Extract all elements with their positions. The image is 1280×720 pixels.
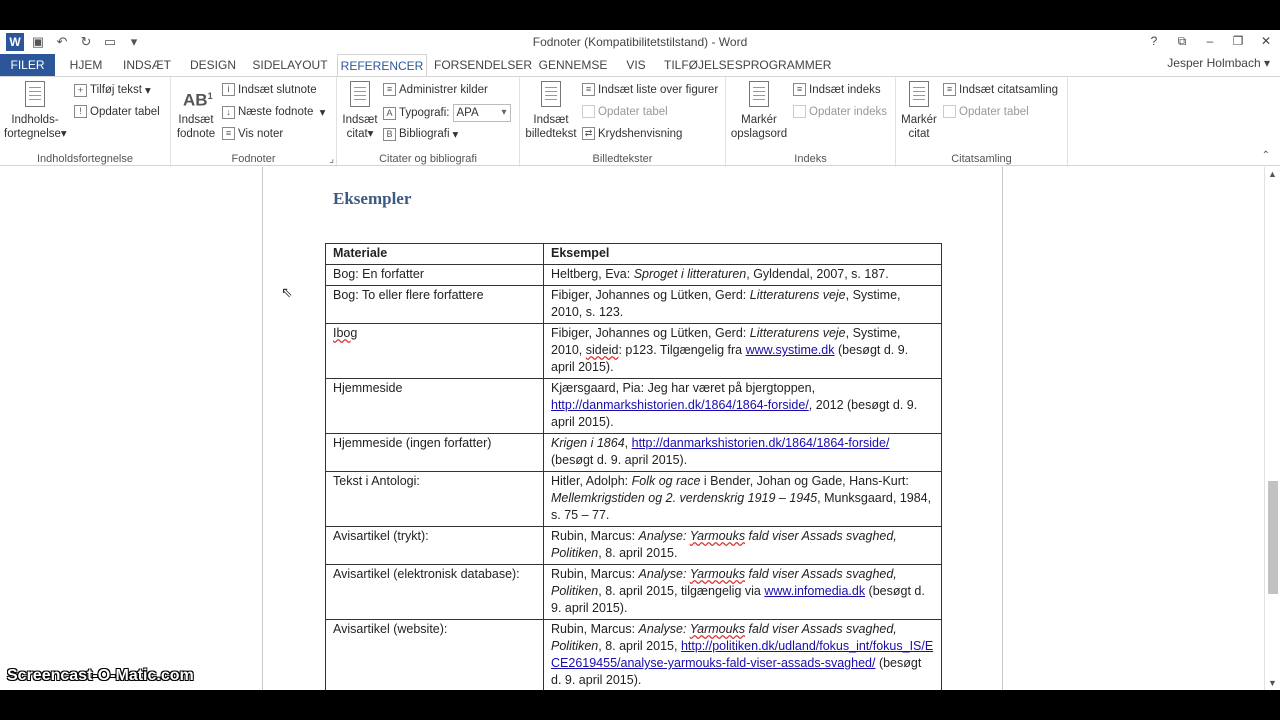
toc-button[interactable]	[4, 81, 66, 141]
tab-references[interactable]: REFERENCER	[337, 54, 427, 77]
example-cell: Fibiger, Johannes og Lütken, Gerd: Litteraturens veje, Systime, 2010, s. 123.	[544, 286, 942, 324]
insert-citation-label-2: citat	[346, 128, 368, 140]
dropdown-icon: ▾	[144, 85, 151, 97]
user-name: Jesper Holmbach	[1167, 56, 1261, 70]
toc-label-2: fortegnelse	[4, 128, 61, 140]
footnote-icon-text: AB	[183, 90, 208, 110]
insert-endnote-label: Indsæt slutnote	[238, 83, 317, 96]
restore-button[interactable]: ❐	[1232, 34, 1244, 48]
insert-index-icon: ≡	[793, 83, 806, 96]
mouse-pointer-icon: ⇖	[281, 284, 293, 300]
mark-entry-label-2: opslagsord	[730, 128, 788, 140]
example-cell: Rubin, Marcus: Analyse: Yarmouks fald viser Assads svaghed, Politiken, 8. april 2015.	[544, 527, 942, 565]
undo-icon[interactable]: ↶	[56, 34, 68, 49]
table-of-figures-icon: ≡	[582, 83, 595, 96]
update-figures-icon	[582, 105, 595, 118]
show-notes-icon: ≡	[222, 127, 235, 140]
mark-entry-button[interactable]	[728, 81, 790, 141]
user-account[interactable]: Jesper Holmbach ▾	[1167, 56, 1270, 70]
vertical-scrollbar[interactable]	[1264, 167, 1280, 690]
style-icon: A	[383, 107, 396, 120]
material-cell: Hjemmeside	[326, 379, 544, 434]
save-icon[interactable]: ▣	[31, 34, 45, 49]
group-toc	[0, 77, 171, 167]
group-label-footnotes: Fodnoter	[231, 153, 276, 165]
cross-reference-icon: ⇄	[582, 127, 595, 140]
show-notes-button[interactable]	[222, 127, 283, 140]
table-row	[326, 379, 942, 434]
table-row	[326, 286, 942, 324]
header-example: Eksempel	[544, 244, 942, 265]
insert-authorities-button[interactable]	[943, 83, 1058, 96]
manage-sources-icon: ≡	[383, 83, 396, 96]
tab-file[interactable]: FILER	[0, 54, 55, 76]
document-page[interactable]	[262, 167, 1003, 690]
minimize-button[interactable]: –	[1206, 34, 1214, 48]
tab-mailings[interactable]: FORSENDELSER	[434, 58, 533, 72]
group-footnotes	[171, 77, 337, 167]
customize-qat-icon[interactable]: ▾	[130, 34, 138, 49]
update-table-label: Opdater tabel	[90, 105, 160, 118]
page-heading: Eksempler	[333, 189, 412, 208]
style-selector[interactable]	[383, 104, 511, 122]
show-notes-label: Vis noter	[238, 127, 284, 140]
ribbon	[0, 76, 1280, 166]
cross-reference-label: Krydshenvisning	[598, 127, 683, 140]
insert-citation-button[interactable]	[339, 81, 381, 141]
add-text-button[interactable]	[74, 83, 151, 97]
window-title: Fodnoter (Kompatibilitetstilstand) - Word	[532, 35, 748, 49]
example-cell: Hitler, Adolph: Folk og race i Bender, Johan og Gade, Hans-Kurt: Mellemkrigstiden og 2. verdenskrig 1919 – 1945, Munksgaard, 1984, s. 75 – 77.	[544, 472, 942, 527]
update-table-icon: !	[74, 105, 87, 118]
table-row	[326, 324, 942, 379]
material-cell: Ibog	[326, 324, 544, 379]
material-cell: Tekst i Antologi:	[326, 472, 544, 527]
help-button[interactable]: ?	[1150, 34, 1158, 48]
caption-icon	[538, 81, 564, 111]
example-cell: Kjærsgaard, Pia: Jeg har været på bjergtoppen, http://danmarkshistorien.dk/1864/1864-forside/, 2012 (besøgt d. 9. april 2015).	[544, 379, 942, 434]
insert-endnote-button[interactable]	[222, 83, 317, 96]
group-authorities	[896, 77, 1068, 167]
example-cell: Fibiger, Johannes og Lütken, Gerd: Litteraturens veje, Systime, 2010, sideid: p123. Tilgængelig fra www.systime.dk (besøgt d. 9. april 2015).	[544, 324, 942, 379]
insert-footnote-label-1: Indsæt	[178, 114, 214, 126]
mark-entry-icon	[746, 81, 772, 111]
new-document-icon[interactable]: ▭	[103, 34, 117, 49]
bibliography-button[interactable]	[383, 127, 458, 141]
example-cell: Rubin, Marcus: Analyse: Yarmouks fald viser Assads svaghed, Politiken, 8. april 2015, tilgængelig via www.infomedia.dk (besøgt d. 9. april 2015).	[544, 565, 942, 620]
material-cell: Bog: To eller flere forfattere	[326, 286, 544, 324]
table-row	[326, 472, 942, 527]
next-footnote-icon: ↓	[222, 106, 235, 119]
update-figures-table-button[interactable]	[582, 105, 668, 118]
next-footnote-button[interactable]	[222, 105, 325, 119]
tab-page-layout[interactable]: SIDELAYOUT	[252, 58, 328, 72]
examples-table	[325, 243, 942, 690]
mark-citation-label-1: Markér	[901, 114, 937, 126]
ribbon-display-button[interactable]: ⧉	[1177, 33, 1187, 48]
insert-citation-label-1: Indsæt	[342, 114, 378, 126]
toc-label-1: Indholds-	[11, 114, 59, 126]
next-footnote-label: Næste fodnote	[238, 106, 314, 118]
manage-sources-button[interactable]	[383, 83, 488, 96]
dialog-launcher-icon[interactable]: ⌟	[329, 154, 334, 165]
group-label-toc: Indholdsfortegnelse	[36, 153, 133, 165]
add-text-label: Tilføj tekst	[90, 84, 142, 96]
scroll-up-icon[interactable]: ▲	[1268, 169, 1277, 179]
tab-home[interactable]: HJEM	[69, 58, 103, 72]
update-authorities-icon	[943, 105, 956, 118]
close-button[interactable]: ✕	[1260, 34, 1272, 48]
material-cell: Avisartikel (elektronisk database):	[326, 565, 544, 620]
table-row	[326, 620, 942, 691]
example-cell: Rubin, Marcus: Analyse: Yarmouks fald viser Assads svaghed, Politiken, 8. april 2015, http://politiken.dk/udland/fokus_int/fokus_IS/ECE2619455/analyse-yarmouks-fald-viser-assads-svaghed/ (besøgt d. 9. april 2015).	[544, 620, 942, 691]
style-dropdown[interactable]: APA ▾	[453, 104, 511, 122]
update-index-label: Opdater indeks	[809, 105, 887, 118]
tab-design[interactable]: DESIGN	[189, 58, 236, 72]
material-cell: Avisartikel (trykt):	[326, 527, 544, 565]
insert-index-button[interactable]	[793, 83, 881, 96]
header-material: Materiale	[326, 244, 544, 265]
link[interactable]: http://danmarkshistorien.dk/1864/1864-forside/	[631, 436, 890, 450]
update-index-button[interactable]	[793, 105, 887, 118]
table-row	[326, 434, 942, 472]
tab-review[interactable]: GENNEMSE	[538, 58, 608, 72]
group-label-captions: Billedtekster	[592, 153, 653, 165]
update-authorities-label: Opdater tabel	[959, 105, 1029, 118]
ribbon-tabs	[0, 54, 1280, 76]
insert-footnote-label-2: fodnote	[176, 128, 216, 140]
dropdown-icon: ▾	[367, 128, 374, 140]
insert-authorities-label: Indsæt citatsamling	[959, 83, 1059, 96]
group-label-authorities: Citatsamling	[951, 153, 1012, 165]
mark-entry-label-1: Markér	[741, 114, 777, 126]
bibliography-icon: B	[383, 128, 396, 141]
endnote-icon: i	[222, 83, 235, 96]
insert-index-label: Indsæt indeks	[809, 83, 881, 96]
redo-icon[interactable]: ↻	[80, 34, 92, 49]
link[interactable]: http://politiken.dk/udland/fokus_int/fokus_IS/ECE2619455/analyse-yarmouks-fald-viser-assads-svaghed/	[551, 639, 934, 670]
table-row	[326, 265, 942, 286]
material-cell: Avisartikel (website):	[326, 620, 544, 691]
manage-sources-label: Administrer kilder	[399, 83, 488, 96]
material-cell: Hjemmeside (ingen forfatter)	[326, 434, 544, 472]
table-header-row	[326, 244, 942, 265]
style-label: Typografi:	[399, 107, 450, 119]
dropdown-icon: ▾	[60, 128, 67, 140]
insert-caption-label-2: billedtekst	[525, 128, 577, 140]
document-area	[0, 167, 1264, 690]
insert-table-of-figures-button[interactable]	[582, 83, 718, 96]
watermark: Screencast-O-Matic.com	[7, 667, 194, 684]
title-bar	[0, 30, 1280, 54]
bibliography-label: Bibliografi	[399, 128, 450, 140]
material-cell: Bog: En forfatter	[326, 265, 544, 286]
word-app-icon[interactable]: W	[6, 33, 24, 51]
insert-caption-label-1: Indsæt	[533, 114, 569, 126]
group-label-citations: Citater og bibliografi	[379, 153, 477, 165]
example-cell: Krigen i 1864, http://danmarkshistorien.dk/1864/1864-forside/ (besøgt d. 9. april 2015).	[544, 434, 942, 472]
toc-icon	[22, 81, 48, 111]
tab-add-ins[interactable]: TILFØJELSESPROGRAMMER	[664, 58, 832, 72]
table-row	[326, 527, 942, 565]
update-table-button[interactable]	[74, 105, 160, 118]
add-text-icon: +	[74, 84, 87, 97]
group-label-index: Indeks	[794, 153, 827, 165]
tab-insert[interactable]: INDSÆT	[123, 58, 171, 72]
link[interactable]: www.infomedia.dk	[764, 584, 866, 598]
dropdown-icon: ▾	[452, 129, 459, 141]
update-authorities-button[interactable]	[943, 105, 1029, 118]
insert-table-of-figures-label: Indsæt liste over figurer	[598, 83, 719, 96]
link[interactable]: http://danmarkshistorien.dk/1864/1864-forside/	[551, 398, 809, 412]
mark-citation-icon	[906, 81, 932, 111]
word-window	[0, 30, 1280, 690]
group-captions	[520, 77, 726, 167]
table-row	[326, 565, 942, 620]
insert-caption-button[interactable]	[522, 81, 580, 141]
group-citations	[337, 77, 520, 167]
dropdown-icon: ▾	[316, 107, 326, 119]
update-figures-label: Opdater tabel	[598, 105, 668, 118]
scroll-down-icon[interactable]: ▼	[1268, 678, 1277, 688]
tab-view[interactable]: VIS	[626, 58, 646, 72]
link[interactable]: www.systime.dk	[745, 343, 835, 357]
insert-footnote-button[interactable]	[173, 81, 219, 141]
citation-icon	[347, 81, 373, 111]
footnote-icon: $AB^1$	[183, 90, 213, 110]
mark-citation-label-2: citat	[908, 128, 930, 140]
insert-authorities-icon: ≡	[943, 83, 956, 96]
cross-reference-button[interactable]	[582, 127, 682, 140]
example-cell: Heltberg, Eva: Sproget i litteraturen, Gyldendal, 2007, s. 187.	[544, 265, 942, 286]
group-index	[726, 77, 896, 167]
collapse-ribbon-icon[interactable]: ⌃	[1261, 150, 1270, 161]
scroll-thumb[interactable]	[1268, 481, 1278, 594]
update-index-icon	[793, 105, 806, 118]
mark-citation-button[interactable]	[898, 81, 940, 141]
